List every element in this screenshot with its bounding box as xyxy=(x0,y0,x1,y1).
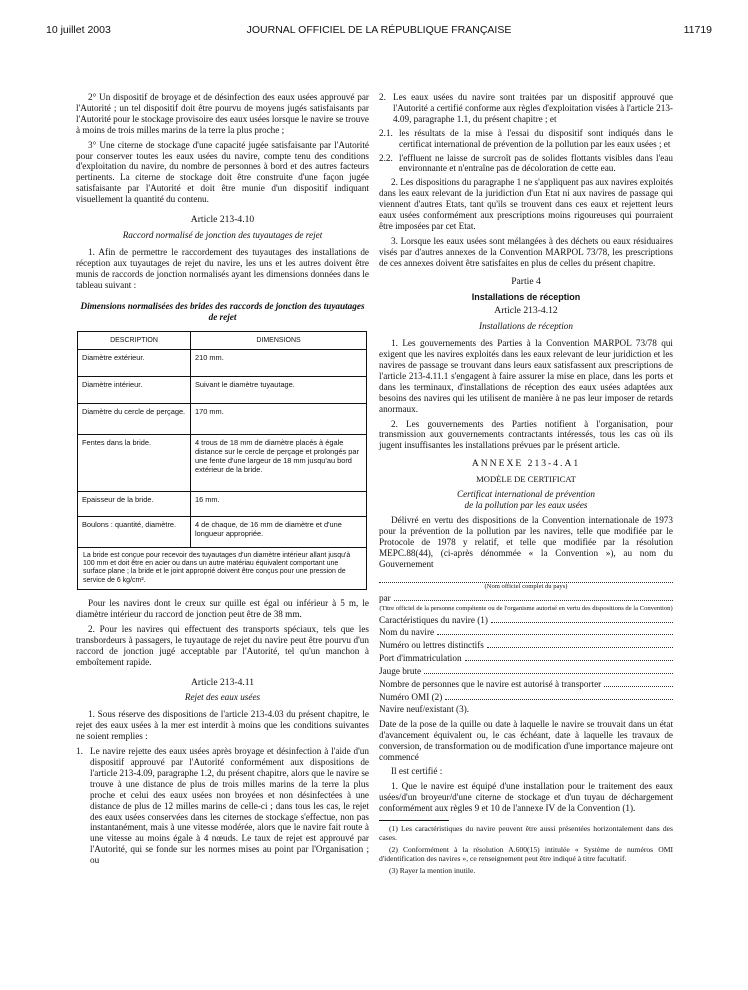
paragraph: 2. Les dispositions du paragraphe 1 ne s'appliquent pas aux navires exploités dans les eaux relevant de la juridiction d'un Etat ni aux navires de passage qui viennent d'autres Etats, tant qu'ils se trouvent dans ces eaux et rejettent leurs eaux usées conformément aux prescriptions moins rigoureuses qui pourraient être imposées par cet Etat. xyxy=(379,177,673,231)
footnote: (1) Les caractéristiques du navire peuvent être aussi présentées horizontalement dans des cases. xyxy=(379,824,673,843)
part-title: Installations de réception xyxy=(471,291,581,302)
form-field xyxy=(379,592,673,604)
form-caption: (Titre officiel de la personne compétente ou de l'organisme autorisé en vertu des dispositions de la Convention) xyxy=(379,604,673,612)
form-label: Numéro ou lettres distinctifs xyxy=(379,640,484,651)
table-header-row xyxy=(78,331,367,349)
table-cell: Epaisseur de la bride. xyxy=(78,491,191,516)
form-field xyxy=(379,691,673,703)
paragraph: Pour les navires dont le creux sur quille est égal ou inférieur à 5 m, le diamètre intérieur du raccord de jonction peut être de 38 mm. xyxy=(76,598,369,620)
table-cell: 4 de chaque, de 16 mm de diamètre et d'une longueur appropriée. xyxy=(191,516,367,547)
form-dots xyxy=(437,626,673,635)
paragraph: 1. Les gouvernements des Parties à la Convention MARPOL 73/78 qui exigent que les navires exploités dans les eaux relevant de leur juridiction et les navires de passage se trouvant dans leurs eaux satisfassent aux prescriptions de l'article 213-4.11.1 s'engagent à faire assurer la mise en place, dans les ports et dans les terminaux, d'installations de réception des eaux usées adaptées aux besoins des navires qui les utilisent de manière à ne pas leur imposer de retards anormaux. xyxy=(379,338,673,414)
paragraph: 1. Sous réserve des dispositions de l'article 213-4.03 du présent chapitre, le rejet des eaux usées à la mer est interdit à moins que les conditions suivantes ne soient remplies : xyxy=(76,709,369,742)
list-number: 2.1. xyxy=(379,127,393,138)
paragraph: 3. Lorsque les eaux usées sont mélangées à des déchets ou eaux résiduaires visés par d'autres annexes de la Convention MARPOL 73/78, les prescriptions de ces annexes doivent être satisfaites en plus de celles du présent chapitre. xyxy=(379,235,673,268)
header-date: 10 juillet 2003 xyxy=(46,24,111,36)
list-number: 2.2. xyxy=(379,152,393,163)
footnote: (2) Conformément à la résolution A.600(15) intitulée « Système de numéros OMI d'identification des navires », ce renseignement peut être indiqué à titre facultatif. xyxy=(379,845,673,864)
form-field xyxy=(379,665,673,677)
article-title: Rejet des eaux usées xyxy=(184,692,261,703)
form-label: Nombre de personnes que le navire est autorisé à transporter xyxy=(379,679,602,690)
table-row xyxy=(78,403,367,434)
paragraph: 1. Que le navire est équipé d'une installation pour le traitement des eaux usées/d'un broyeur/d'une citerne de stockage et d'un tuyau de déchargement conformément aux règles 9 et 10 de l'annexe IV de la Convention (1). xyxy=(379,781,673,814)
form-dots xyxy=(604,678,673,687)
column-header: DESCRIPTION xyxy=(78,331,191,349)
form-caption: (Nom officiel complet du pays) xyxy=(484,583,568,591)
form-dots xyxy=(487,639,673,648)
table-row xyxy=(78,434,367,491)
table-title: Dimensions normalisées des brides des raccords de jonction des tuyautages de rejet xyxy=(80,300,365,322)
list-text: Les eaux usées du navire sont traitées par un dispositif approuvé que l'Autorité a certifié conforme aux règles d'exploitation visées à l'article 213-4.09, paragraphe 1.1, du présent chapitre ; et xyxy=(393,92,673,124)
paragraph: 2. Pour les navires qui effectuent des transports spéciaux, tels que les transbordeurs à passagers, le tuyautage de rejet du navire peut être pourvu d'un raccord de jonction jugé acceptable par l'Autorité, tel qu'un manchon à emboîtement rapide. xyxy=(76,623,369,667)
model-heading: MODÈLE DE CERTIFICAT xyxy=(476,474,576,485)
table-note: La bride est conçue pour recevoir des tuyautages d'un diamètre intérieur allant jusqu'à 100 mm et doit être en acier ou dans un autre matériau équivalent comportant une surface plane ; la bride et le joint approprié doivent être conçus pour une pression de service de 6 kg/cm². xyxy=(78,547,367,590)
form-field xyxy=(379,626,673,638)
table-row xyxy=(78,516,367,547)
table-cell: Boulons : quantité, diamètre. xyxy=(78,516,191,547)
form-field xyxy=(379,639,673,651)
list-text: l'effluent ne laisse de surcroît pas de solides flottants visibles dans l'eau environnante et n'entraîne pas de décoloration de cette eau. xyxy=(399,152,673,174)
form-label: Nom du navire xyxy=(379,627,435,638)
paragraph: Navire neuf/existant (3). xyxy=(379,703,470,714)
form-dots xyxy=(465,652,673,661)
table-cell: Diamètre intérieur. xyxy=(78,376,191,403)
dimensions-table xyxy=(77,331,367,591)
form-field xyxy=(379,614,673,626)
form-line xyxy=(379,573,673,583)
list-item xyxy=(379,153,673,175)
list-text: les résultats de la mise à l'essai du dispositif sont indiqués dans le certificat international de prévention de la pollution par les eaux usées ; et xyxy=(399,127,673,149)
table-cell: Diamètre extérieur. xyxy=(78,349,191,376)
form-label: Caractéristiques du navire (1) xyxy=(379,614,488,625)
footnote-rule xyxy=(379,820,449,821)
table-row xyxy=(78,376,367,403)
table-cell: 16 mm. xyxy=(191,491,367,516)
paragraph: 2° Un dispositif de broyage et de désinfection des eaux usées approuvé par l'Autorité ; un tel dispositif doit être pourvu de moyens jugés satisfaisants par l'Autorité pour le stockage provisoire des eaux usées lorsque le navire se trouve à moins de trois milles marins de la terre la plus proche ; xyxy=(76,92,369,135)
left-column xyxy=(76,92,369,869)
form-dots xyxy=(424,665,673,674)
form-label: par xyxy=(379,593,391,604)
page-header xyxy=(46,24,712,40)
part-heading: Partie 4 xyxy=(511,275,541,287)
table-cell: Suivant le diamètre tuyautage. xyxy=(191,376,367,403)
form-label: Jauge brute xyxy=(379,666,422,677)
article-title: Installations de réception xyxy=(479,321,573,332)
table-cell: Diamètre du cercle de perçage. xyxy=(78,403,191,434)
form-label: Port d'immatriculation xyxy=(379,653,462,664)
article-title: Raccord normalisé de jonction des tuyautages de rejet xyxy=(122,229,323,240)
certificate-title: de la pollution par les eaux usées xyxy=(464,500,588,510)
paragraph: Délivré en vertu des dispositions de la Convention internationale de 1973 pour la prévention de la pollution par les navires, telle que modifiée par le Protocole de 1978 y relatif, et telle que modifiée par la résolution MEPC.88(44), (ci-après dénommée « la Convention »), au nom du Gouvernement xyxy=(379,514,673,569)
form-dots xyxy=(445,691,673,700)
list-item xyxy=(379,92,673,125)
list-number: 2. xyxy=(379,92,386,102)
article-heading: Article 213-4.10 xyxy=(190,214,255,226)
footnote: (3) Rayer la mention inutile. xyxy=(389,866,476,876)
form-dots xyxy=(394,592,673,601)
list-item xyxy=(76,746,369,866)
list-text: Le navire rejette des eaux usées après broyage et désinfection à l'aide d'un dispositif approuvé par l'Autorité conformément aux dispositions de l'article 213-4.09, paragraphe 1.2, du présent chapitre, alors que le navire se trouve à une distance de plus de trois milles marins de la terre la plus proche et celui des eaux usées non broyées et non désinfectées à une distance de plus de 12 milles marins de celle-ci ; dans tous les cas, le rejet des eaux usées conservées dans les citernes de stockage s'effectue, non pas instantanément, mais à une vitesse modérée, alors que le navire fait route à une vitesse au moins égale à 4 nœuds. Le taux de rejet est approuvé par l'Autorité, qui se fonde sur les normes mises au point par l'Organisation ; ou xyxy=(90,746,369,866)
table-cell: 170 mm. xyxy=(191,403,367,434)
form-field xyxy=(379,652,673,664)
article-heading: Article 213-4.12 xyxy=(494,305,558,317)
paragraph: 1. Afin de permettre le raccordement des tuyautages des installations de réception aux tuyautages de rejet du navire, les uns et les autres doivent être munis de raccords de jonction normalisés ayant les dimensions données dans le tableau suivant : xyxy=(76,246,369,290)
right-column xyxy=(379,92,673,878)
paragraph: 3° Une citerne de stockage d'une capacité jugée satisfaisante par l'Autorité pour conserver toutes les eaux usées du navire, compte tenu des conditions d'exploitation du navire, du nombre de personnes à bord et des autres facteurs pertinents. La citerne de stockage doit être construite d'une façon jugée satisfaisante par l'Autorité et doit être munie d'un dispositif indiquant visuellement la quantité du contenu. xyxy=(76,139,369,205)
header-page-number: 11719 xyxy=(683,24,712,36)
form-label: Numéro OMI (2) xyxy=(379,691,443,702)
column-header: DIMENSIONS xyxy=(191,331,367,349)
paragraph: Date de la pose de la quille ou date à laquelle le navire se trouvait dans un état d'avancement équivalent ou, le cas échéant, date à laquelle les travaux de conversion, de transformation ou de modification d'une importance majeure ont commencé xyxy=(379,718,673,762)
table-note-row xyxy=(78,547,367,590)
header-journal-title: JOURNAL OFFICIEL DE LA RÉPUBLIQUE FRANÇAISE xyxy=(246,24,512,36)
table-row xyxy=(78,491,367,516)
list-item xyxy=(379,128,673,150)
article-heading: Article 213-4.11 xyxy=(190,676,255,688)
form-dots xyxy=(491,614,673,623)
table-row xyxy=(78,349,367,376)
list-number: 1. xyxy=(76,746,83,757)
paragraph: 2. Les gouvernements des Parties notifient à l'organisation, pour transmission aux gouvernements contractants intéressés, tous les cas où ils jugent insuffisantes les installations prévues par le présent article. xyxy=(379,418,673,451)
table-cell: 4 trous de 18 mm de diamètre placés à égale distance sur le cercle de perçage et prolongés par une fente d'une largeur de 18 mm jusqu'au bord extérieur de la bride. xyxy=(191,434,367,491)
paragraph: Il est certifié : xyxy=(391,766,443,777)
table-cell: 210 mm. xyxy=(191,349,367,376)
form-field xyxy=(379,678,673,690)
annexe-heading: ANNEXE 213-4.A1 xyxy=(471,458,581,470)
certificate-title: Certificat international de prévention xyxy=(456,489,596,500)
table-cell: Fentes dans la bride. xyxy=(78,434,191,491)
